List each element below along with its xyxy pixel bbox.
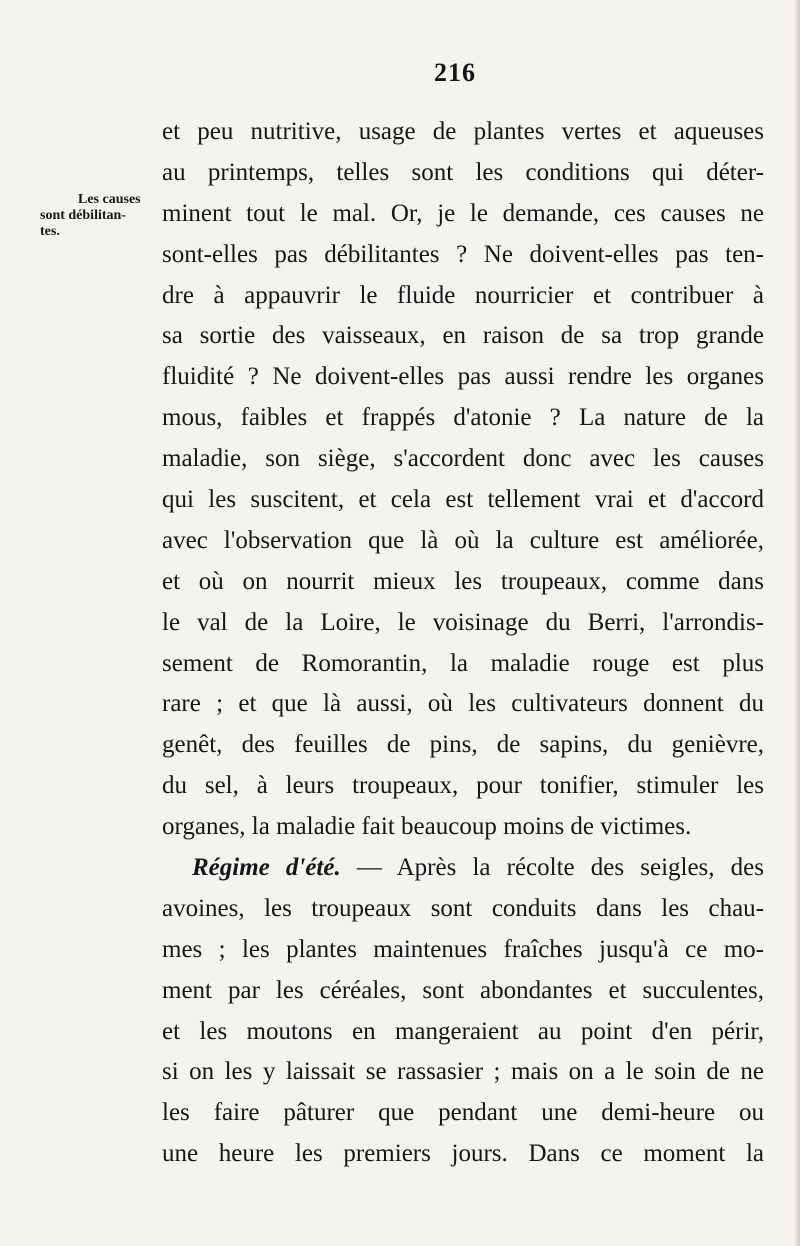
text-line: rare ; et que là aussi, où les cultivateurs donnent du <box>162 690 764 718</box>
page-edge-shadow <box>794 0 800 1246</box>
margin-note-line: sont débilitan- <box>40 208 126 223</box>
text-line: avec l'observation que là où la culture est améliorée, <box>162 526 764 554</box>
text-line: fluidité ? Ne doivent-elles pas aussi rendre les organes <box>162 363 764 391</box>
text-line: organes, la maladie fait beaucoup moins de victimes. <box>162 813 692 841</box>
section-heading: Régime d'été. <box>192 854 341 882</box>
text-line: si on les y laissait se rassasier ; mais on a le soin de ne <box>162 1058 764 1086</box>
text-line: maladie, son siège, s'accordent donc avec les causes <box>162 445 764 473</box>
text-line: une heure les premiers jours. Dans ce moment la <box>162 1140 764 1168</box>
text-line: mous, faibles et frappés d'atonie ? La nature de la <box>162 404 764 432</box>
body-text <box>162 112 764 1175</box>
text-line: ment par les céréales, sont abondantes et succulentes, <box>162 976 764 1004</box>
text-line: qui les suscitent, et cela est tellement vrai et d'accord <box>162 486 764 514</box>
text-line: dre à appauvrir le fluide nourricier et contribuer à <box>162 281 764 309</box>
text-line <box>162 848 764 889</box>
text-line: et peu nutritive, usage de plantes vertes et aqueuses <box>162 118 764 145</box>
text-line: les faire pâturer que pendant une demi-heure ou <box>162 1099 764 1127</box>
text-line: sont-elles pas débilitantes ? Ne doivent-elles pas ten- <box>162 240 764 268</box>
text-line: avoines, les troupeaux sont conduits dans les chau- <box>162 894 764 922</box>
margin-note <box>40 192 158 240</box>
text-line: et où on nourrit mieux les troupeaux, comme dans <box>162 567 764 595</box>
margin-note-line: Les causes <box>78 192 141 207</box>
text-line: et les moutons en mangeraient au point d'en périr, <box>162 1017 764 1045</box>
text-line: mes ; les plantes maintenues fraîches jusqu'à ce mo- <box>162 935 764 963</box>
text-line: genêt, des feuilles de pins, de sapins, du genièvre, <box>162 731 764 759</box>
text-line: au printemps, telles sont les conditions qui déter- <box>162 158 764 186</box>
heading-line-rest: — Après la récolte des seigles, des <box>340 854 764 882</box>
text-line: sa sortie des vaisseaux, en raison de sa trop grande <box>162 322 764 350</box>
text-line: le val de la Loire, le voisinage du Berri, l'arrondis- <box>162 608 764 636</box>
text-line: sement de Romorantin, la maladie rouge est plus <box>162 649 764 677</box>
page-number: 216 <box>434 58 476 87</box>
text-line: du sel, à leurs troupeaux, pour tonifier, stimuler les <box>162 772 764 800</box>
margin-note-line: tes. <box>40 224 60 239</box>
text-line: minent tout le mal. Or, je le demande, ces causes ne <box>162 199 764 227</box>
